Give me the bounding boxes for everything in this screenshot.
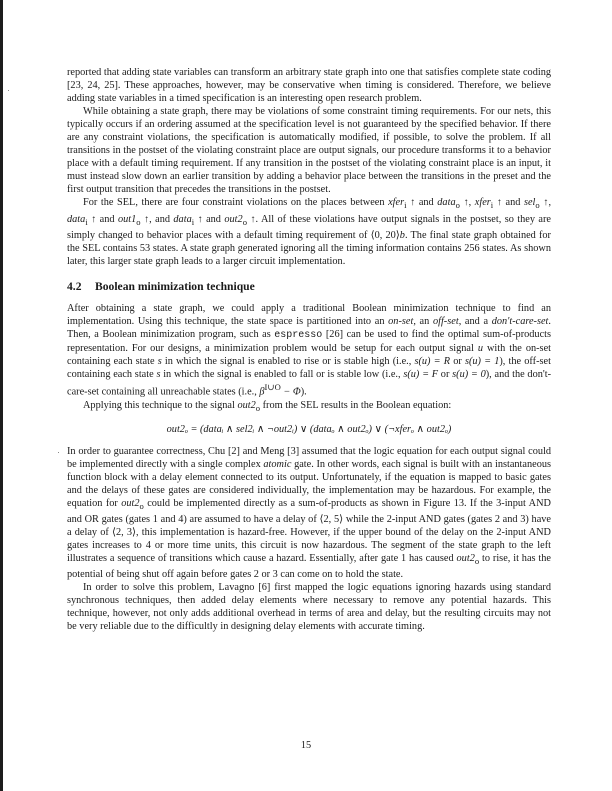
paragraph-applying-technique: Applying this technique to the signal $out2_o$ from the SEL results in the Boolean equation: — [83, 399, 452, 413]
scan-speck — [8, 90, 9, 91]
boolean-equation: out2ₒ = (dataᵢ ∧ sel2ᵢ ∧ ¬out2ᵢ) ∨ (dataₒ ∧ out2ₒ) ∨ (¬xferₒ ∧ out2ₒ) — [166, 423, 452, 435]
paragraph-boolean-minimization: After obtaining a state graph, we could apply a traditional Boolean minimization technique to find an implementation. Using this technique, the state space is partitioned into an on-set, an off-set, and a don't-care-set. Then, a Boolean minimization program, such as espresso [26] can be used to find the optimal sum-of-products representation. For our designs, a minimization problem would be setup for each output signal u with the on-set containing each state s in which the signal is enabled to rise or is stable high (i.e., s(u) = R or s(u) = 1), the off-set containing each state s in which the signal is enabled to fall or is stable low (i.e., s(u) = F or s(u) = 0), and the don't-care-set containing all unreachable states (i.e., $\beta^{I\cup O} - \Phi$). — [67, 302, 552, 398]
paragraph-state-variables: reported that adding state variables can transform an arbitrary state graph into one that satisfies complete state coding [23, 24, 25]. These approaches, however, may be conservative when timing is considered. Therefore, we believe adding state variables in a timed specification is an interesting open research problem. — [67, 67, 551, 105]
page-number: 15 — [300, 740, 312, 751]
paragraph-hazards: In order to guarantee correctness, Chu [2] and Meng [3] assumed that the logic equation for each output signal could be implemented directly with a single complex atomic gate. In other words, each signal is built with an instantaneous function block with a delay element connected to its output. Unfortunately, if the equation is mapped to basic gates and the delays of these gates are considered individually, the implementation may be hazardous. For example, the equation for $out2_o$ could be implemented directly as a sum-of-products as shown in Figure 13. If the 3-input AND and OR gates (gates 1 and 4) are assumed to have a delay of ⟨2, 5⟩ while the 2-input AND gates (gates 2 and 3) have a delay of ⟨2, 3⟩, this implementation is hazard-free. However, if the upper bound of the delay on the 2-input AND gates increases to 4 or more time units, this circuit is now hazardous. The segment of the state graph to the left illustrates a sequence of transitions which cause a hazard. Essentially, after gate 1 has caused $out2_o$ to rise, it has the potential of being shut off again before gates 2 or 3 can come on to hold the state. — [67, 445, 552, 581]
paragraph-constraint-violations: While obtaining a state graph, there may be violations of some constraint timing requirements. For our nets, this typically occurs if an ordering assumed at the specification level is not guaranteed by the specified behavior. If there are any constraint violations, the specification is automatically modified, if possible, to solve the problem. If all transitions in the postset of the violating constraint place are output signals, our procedure transforms it to a behavior place with a default timing requirement. If any transition in the postset of the violating constraint place is an input, it must instead slow down an earlier transition by adding a behavior place between the transitions in the preset and the first output transition that precedes the transitions in the postset. — [67, 106, 551, 196]
section-number: 4.2 — [67, 279, 82, 293]
paragraph-sel-violations: For the SEL, there are four constraint violations on the places between xfer$_i$ ↑ and data$_o$ ↑, xfer$_i$ ↑ and sel$_o$ ↑, data$_i$ ↑ and $out1_o$ ↑, and data$_i$ ↑ and $out2_o$ ↑. All of these violations have output signals in the postset, so they are simply changed to behavior places with a default timing requirement of ⟨0, 20⟩b. The final state graph obtained for the SEL contains 53 states. A state graph generated ignoring all the timing information contains 256 states. As shown later, this larger state graph leads to a larger circuit implementation. — [67, 197, 552, 267]
section-title: Boolean minimization technique — [95, 279, 255, 293]
section-heading — [67, 280, 551, 293]
espresso-program-name: espresso — [274, 329, 323, 341]
document-page-body — [67, 66, 551, 633]
scan-edge-border — [0, 0, 3, 791]
scan-speck — [58, 452, 59, 453]
paragraph-lavagno: In order to solve this problem, Lavagno [6] first mapped the logic equations ignoring hazards using standard synchronous techniques, then added delay elements where necessary to remove any potential hazards. This technique, however, not only adds additional overhead in terms of area and delay, but the resulting circuits may not be very reliable due to the difficultly in designing delay elements with accurate timing. — [67, 582, 551, 633]
